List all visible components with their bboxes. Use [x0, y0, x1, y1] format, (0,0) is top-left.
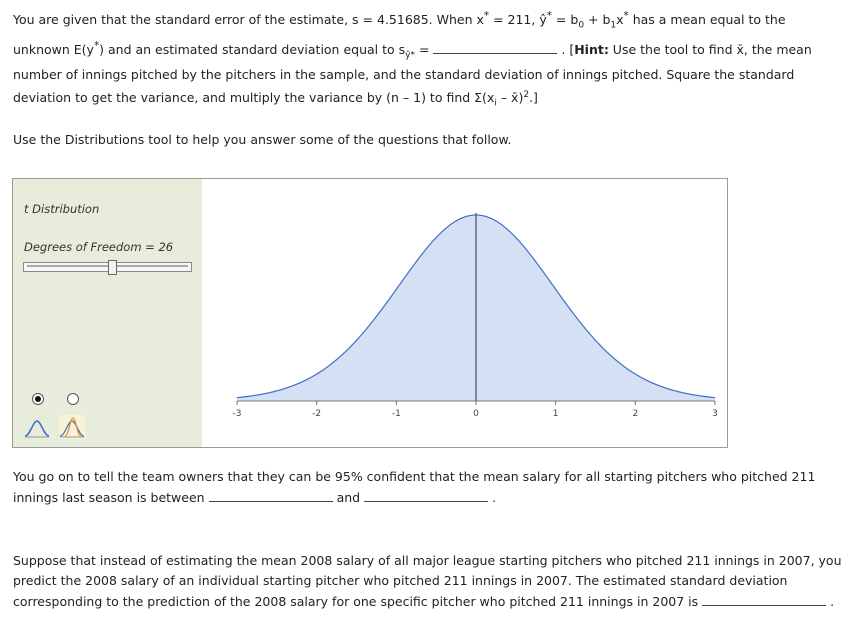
upper-bound-answer-blank[interactable] — [364, 487, 488, 502]
radio-comparison-curve[interactable] — [67, 393, 79, 405]
q3-line-1: Suppose that instead of estimating the mean 2008 salary of all major league starting pitchers who pitched 211 innings in 2007, you — [13, 553, 842, 568]
slider-thumb[interactable] — [108, 260, 117, 275]
tool-control-panel — [13, 179, 202, 447]
radio-normal-curve[interactable] — [32, 393, 44, 405]
q1-line-4: deviation to get the variance, and multiply the variance by (n – 1) to find $\Sigma(x_i$ – x̄)$^2$.] — [13, 90, 538, 109]
single-curve-icon[interactable] — [24, 415, 50, 439]
degrees-of-freedom-slider[interactable] — [23, 262, 192, 272]
q1-line-1: You are given that the standard error of the estimate, s = 4.51685. When x* = 211, ŷ* = $b_0 + b_1x^*$ has a mean equal to the — [13, 10, 786, 31]
x-tick-label: -2 — [312, 409, 322, 419]
degrees-of-freedom-label: Degrees of Freedom = 26 — [24, 240, 174, 254]
x-tick-label: -1 — [391, 409, 401, 419]
distribution-label: t Distribution — [24, 202, 100, 216]
q3-line-3: corresponding to the prediction of the 2008 salary for one specific pitcher who pitched 211 innings in 2007 is . — [13, 591, 842, 612]
q2-line-1: You go on to tell the team owners that they can be 95% confident that the mean salary for all starting pitchers who pitched 211 — [13, 469, 816, 484]
x-tick-label: 3 — [712, 409, 718, 419]
overlay-curves-icon[interactable] — [59, 415, 85, 439]
t-distribution-chart — [202, 179, 727, 447]
lower-bound-answer-blank[interactable] — [209, 487, 333, 502]
q3-line-2: predict the 2008 salary of an individual starting pitcher who pitched 211 innings in 2007. The estimated standard deviation — [13, 573, 788, 588]
prediction-std-dev-answer-blank[interactable] — [702, 591, 826, 606]
tick-labels — [233, 409, 718, 419]
x-tick-label: 0 — [473, 409, 479, 419]
std-dev-answer-blank[interactable] — [433, 39, 557, 54]
tick-marks — [237, 401, 715, 405]
q1-line-3: number of innings pitched by the pitchers in the sample, and the standard deviation of innings pitched. Square the standard — [13, 67, 795, 83]
x-tick-label: -3 — [232, 409, 242, 419]
question-1-text — [13, 6, 812, 114]
q2-line-2: innings last season is between and . — [13, 487, 815, 508]
x-tick-label: 1 — [552, 409, 559, 419]
instruction-text: Use the Distributions tool to help you answer some of the questions that follow. — [13, 132, 512, 147]
distributions-tool — [12, 178, 728, 448]
question-3-text — [13, 551, 842, 612]
question-2-text — [13, 467, 815, 508]
x-tick-label: 2 — [632, 409, 639, 419]
q1-line-2: unknown E(y*) and an estimated standard deviation equal to $s_{ŷ*}$ = . [Hint: Use the tool to find x̄, the mean — [13, 39, 812, 61]
